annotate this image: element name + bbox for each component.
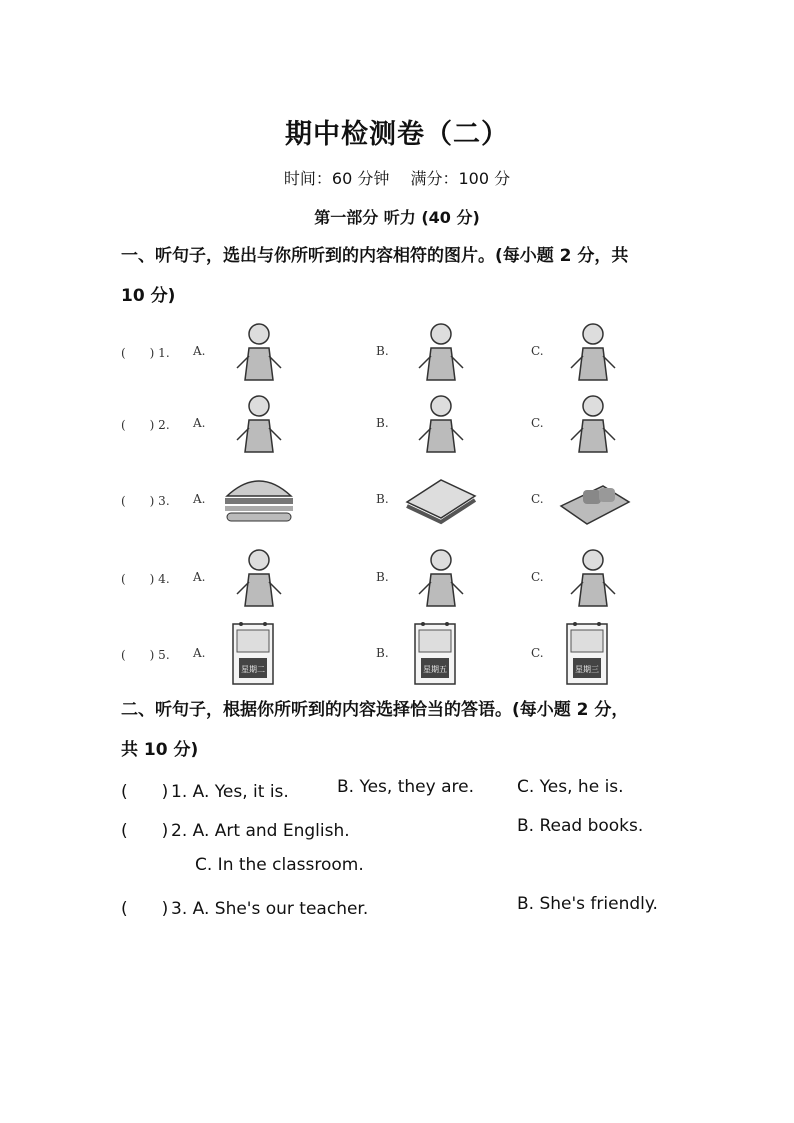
question-number: ( ) 1. (121, 346, 170, 360)
option-label: B. (376, 646, 389, 660)
section1-heading: 一、听句子，选出与你所听到的内容相符的图片。(每小题 2 分，共 10 分) (121, 246, 629, 306)
option-label: C. (531, 416, 544, 430)
boy-at-computer-icon (219, 390, 299, 458)
picture-question-row (121, 390, 681, 460)
question-number: ( ) 3. (121, 494, 170, 508)
calendar-icon (401, 620, 481, 688)
option-label: B. (376, 492, 389, 506)
option-label: B. (376, 344, 389, 358)
two-children-talking-icon (553, 318, 633, 386)
exam-score: 满分：100 分 (410, 169, 511, 188)
option-label: A. (193, 646, 206, 660)
option-label: C. (531, 570, 544, 584)
question-number: ( ) 4. (121, 572, 170, 586)
question-number: ( ) 2. (121, 418, 170, 432)
page-title: 期中检测卷（二） (285, 119, 509, 150)
option-label: C. (531, 492, 544, 506)
option-label: B. (376, 416, 389, 430)
svg-text:星期二: 星期二 (241, 665, 265, 674)
hamburger-icon (219, 466, 299, 534)
picture-question-row (121, 318, 681, 388)
question-row: ( ) 3. A. She's our teacher. B. She's friendly. (121, 894, 658, 919)
option-b: B. Yes, they are. (337, 777, 474, 797)
exam-time: 时间：60 分钟 (283, 169, 390, 188)
question-number: ( ) 5. (121, 648, 170, 662)
girl-cleaning-window-icon (401, 390, 481, 458)
picture-question-row (121, 466, 681, 536)
svg-text:星期三: 星期三 (575, 665, 599, 674)
option-c: C. In the classroom. (195, 855, 364, 875)
bread-on-plate-icon (553, 466, 633, 534)
svg-text:星期五: 星期五 (423, 665, 447, 674)
question-row: ( ) 2. A. Art and English. B. Read books. (121, 816, 644, 841)
option-label: A. (193, 492, 206, 506)
teacher-with-pointer-icon (401, 544, 481, 612)
option-label: C. (531, 646, 544, 660)
option-label: A. (193, 570, 206, 584)
question-row: ( ) 1. A. Yes, it is. B. Yes, they are. C. Yes, he is. (121, 777, 624, 802)
option-b: B. Read books. (517, 816, 644, 836)
option-label: C. (531, 344, 544, 358)
part-heading: 第一部分 听力 (40 分) (314, 208, 480, 227)
old-man-icon (219, 544, 299, 612)
option-b: B. She's friendly. (517, 894, 658, 914)
calendar-icon (219, 620, 299, 688)
boy-writing-icon (219, 318, 299, 386)
picture-question-row (121, 544, 681, 614)
woman-and-girl-icon (401, 318, 481, 386)
option-c: C. Yes, he is. (517, 777, 624, 797)
section2-heading: 二、听句子，根据你所听到的内容选择恰当的答语。(每小题 2 分， 共 10 分) (121, 700, 629, 760)
girl-with-hat-icon (553, 544, 633, 612)
exam-info (0, 166, 794, 189)
option-label: B. (376, 570, 389, 584)
option-label: A. (193, 344, 206, 358)
picture-question-row (121, 620, 681, 690)
option-label: A. (193, 416, 206, 430)
sandwich-icon (401, 466, 481, 534)
child-in-snow-icon (553, 390, 633, 458)
calendar-icon (553, 620, 633, 688)
